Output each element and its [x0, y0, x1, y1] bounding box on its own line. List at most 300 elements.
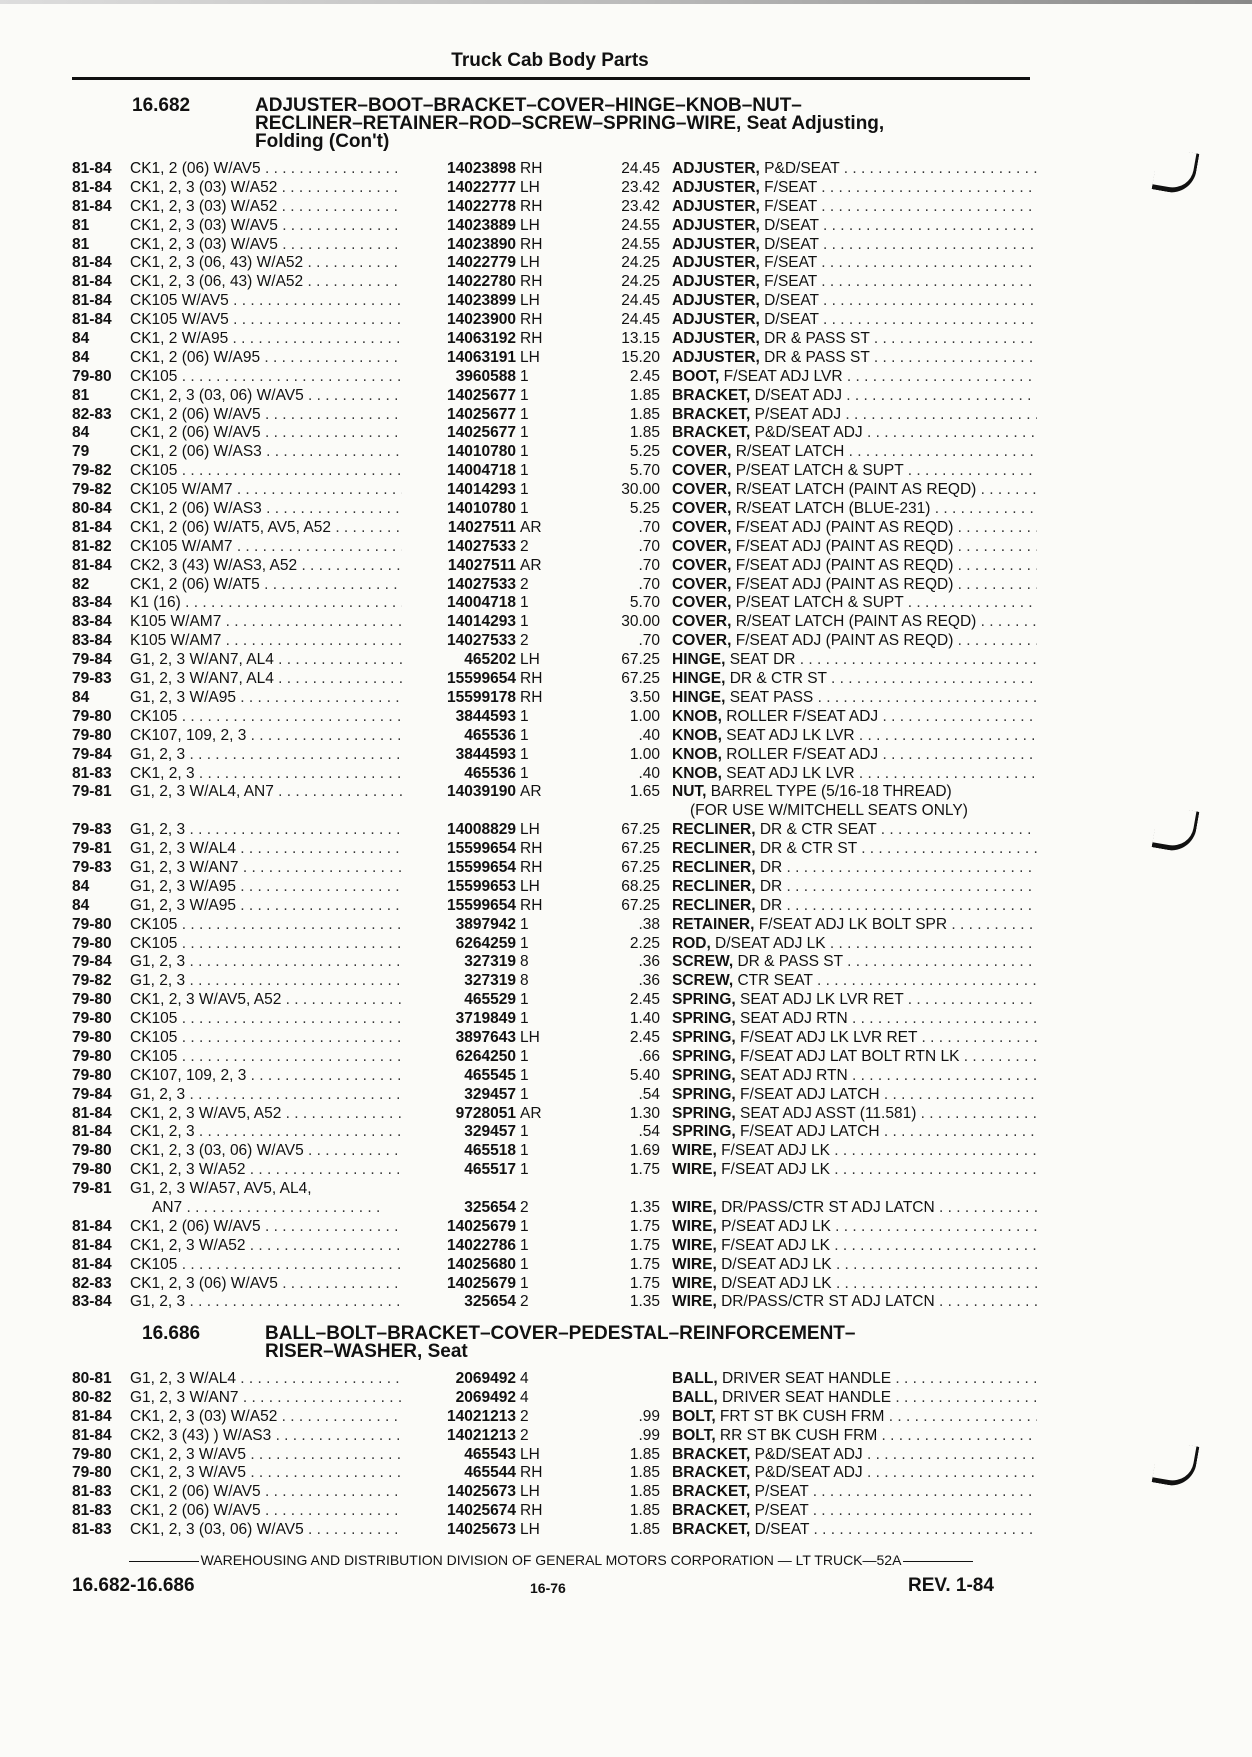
part-number: 6264259 [402, 935, 516, 954]
year-range: 81-83 [72, 764, 112, 782]
part-number: 14022779 [402, 254, 516, 273]
part-number: 14023889 [402, 217, 516, 236]
table-row [72, 1105, 1032, 1124]
quantity: 1 [520, 386, 529, 404]
part-description [672, 349, 1037, 368]
model-applicability: G1, 2, 3 W/AL4 . . . [130, 1370, 472, 1389]
part-type: RECLINER, [672, 858, 756, 876]
part-type: COVER, [672, 481, 732, 499]
part-number: 2069492 [402, 1370, 516, 1389]
footer-rule [903, 1561, 973, 1562]
table-row [72, 708, 1032, 727]
part-number: 465536 [402, 765, 516, 784]
part-detail: D/SEAT ADJ [750, 386, 842, 404]
year-range: 79-81 [72, 783, 112, 801]
binder-tab-mark [1152, 805, 1200, 854]
model-applicability: G1, 2, 3 W/AN7 . . . [130, 859, 472, 878]
part-type: WIRE, [672, 1236, 717, 1254]
year-range: 79-80 [72, 1464, 112, 1482]
quantity: 1 [520, 764, 529, 782]
year-range: 79-80 [72, 1047, 112, 1065]
table-row [72, 519, 1032, 538]
part-description [672, 1446, 1037, 1465]
footer-division-line [72, 1552, 1030, 1568]
part-detail: F/SEAT ADJ LK LVR RET [735, 1028, 918, 1046]
part-type: KNOB, [672, 726, 722, 744]
table-row [72, 406, 1032, 425]
quantity: RH [520, 1502, 543, 1520]
part-description [672, 236, 1037, 255]
year-range: 79-80 [72, 1445, 112, 1463]
part-number: 15599654 [402, 670, 516, 689]
part-number: 14063191 [402, 349, 516, 368]
quantity: RH [520, 858, 543, 876]
quantity: 1 [520, 1274, 529, 1292]
table-row [72, 821, 1032, 840]
part-type: SPRING, [672, 991, 736, 1009]
quantity: 8 [520, 972, 529, 990]
quantity: 1 [520, 934, 529, 952]
part-detail: BARREL TYPE (5/16-18 THREAD) [706, 783, 952, 801]
price: 24.45 [621, 292, 660, 310]
part-detail: F/SEAT ADJ LAT BOLT RTN LK [735, 1047, 960, 1065]
price: .36 [638, 972, 660, 990]
part-description [672, 689, 1037, 708]
model-applicability: CK1, 2, 3 W/AV5 . . . [130, 1464, 472, 1483]
year-range: 81-84 [72, 197, 112, 215]
part-detail: FRT ST BK CUSH FRM [715, 1407, 885, 1425]
quantity: 1 [520, 594, 529, 612]
part-description [672, 1199, 1037, 1218]
part-type: ADJUSTER, [672, 348, 760, 366]
price: 1.65 [629, 783, 660, 801]
part-type: COVER, [672, 462, 732, 480]
part-type: BRACKET, [672, 1502, 751, 1520]
part-description [672, 1427, 1037, 1446]
quantity: 1 [520, 726, 529, 744]
table-row [72, 594, 1032, 613]
quantity: 1 [520, 1142, 529, 1160]
part-detail: DR & CTR ST [755, 840, 857, 858]
table-row [72, 1029, 1032, 1048]
price: 24.45 [621, 160, 660, 177]
part-description [672, 1067, 1037, 1086]
model-applicability: CK1, 2, 3 (03) W/AV5 . . . [130, 236, 472, 255]
part-type: SPRING, [672, 1047, 736, 1065]
part-number: 3719849 [402, 1010, 516, 1029]
part-type: BOLT, [672, 1426, 716, 1444]
part-detail: F/SEAT ADJ (PAINT AS REQD) [731, 556, 954, 574]
table-row [72, 500, 1032, 519]
model-applicability: CK2, 3 (43) ) W/AS3 . . . [130, 1427, 472, 1446]
part-type: ADJUSTER, [672, 254, 760, 272]
part-detail: DR & CTR ST [725, 670, 827, 688]
quantity: LH [520, 1521, 540, 1539]
part-description [672, 1408, 1037, 1427]
part-detail: D/SEAT [759, 216, 819, 234]
part-detail: DR & PASS ST [759, 348, 870, 366]
part-number: 327319 [402, 972, 516, 991]
quantity: 1 [520, 1236, 529, 1254]
table-row [72, 972, 1032, 991]
part-number: 465536 [402, 727, 516, 746]
part-type: BRACKET, [672, 1445, 751, 1463]
quantity: LH [520, 292, 540, 310]
part-description [672, 519, 1037, 538]
price: .40 [638, 726, 660, 744]
part-number: 14025677 [402, 424, 516, 443]
part-detail: P/SEAT [750, 1502, 809, 1520]
model-applicability: K105 W/AM7 . . . [130, 613, 472, 632]
table-row [72, 254, 1032, 273]
quantity: 1 [520, 1161, 529, 1179]
table-row [72, 953, 1032, 972]
part-number: 14014293 [402, 613, 516, 632]
parts-table-16686 [72, 1370, 1032, 1540]
table-row [72, 613, 1032, 632]
part-type: SPRING, [672, 1028, 736, 1046]
part-number: 15599654 [402, 859, 516, 878]
part-type: COVER, [672, 443, 732, 461]
part-type: WIRE, [672, 1217, 717, 1235]
part-number: 6264250 [402, 1048, 516, 1067]
part-description [672, 160, 1037, 179]
part-type: BRACKET, [672, 1464, 751, 1482]
price: .36 [638, 953, 660, 971]
table-row [72, 1427, 1032, 1446]
table-row [72, 632, 1032, 651]
table-row [72, 481, 1032, 500]
model-applicability: CK1, 2, 3 . . . [130, 765, 472, 784]
model-applicability: CK1, 2, 3 W/A52 . . . [130, 1237, 472, 1256]
year-range: 82-83 [72, 405, 112, 423]
price: 1.85 [629, 405, 660, 423]
part-description [672, 368, 1037, 387]
part-detail: F/SEAT ADJ LK BOLT SPR [754, 915, 948, 933]
part-description [672, 594, 1037, 613]
model-applicability: G1, 2, 3 . . . [130, 1293, 472, 1312]
part-description [672, 557, 1037, 576]
quantity: 1 [520, 1010, 529, 1028]
price: 2.45 [629, 1028, 660, 1046]
price: 23.42 [621, 197, 660, 215]
part-number: 14008829 [402, 821, 516, 840]
table-row [72, 1067, 1032, 1086]
part-number: 14004718 [402, 594, 516, 613]
table-row [72, 273, 1032, 292]
table-row [72, 1048, 1032, 1067]
part-detail: SEAT ADJ RTN [735, 1010, 848, 1028]
part-type: SPRING, [672, 1066, 736, 1084]
year-range: 79-84 [72, 651, 112, 669]
part-description [672, 1256, 1037, 1275]
year-range: 84 [72, 877, 90, 895]
part-description [672, 613, 1037, 632]
part-detail: RR ST BK CUSH FRM [715, 1426, 878, 1444]
quantity: RH [520, 160, 543, 177]
part-note: (FOR USE W/MITCHELL SEATS ONLY) [690, 802, 968, 820]
model-applicability: CK105 W/AM7 . . . [130, 481, 472, 500]
price: 1.40 [629, 1010, 660, 1028]
footer-section-range: 16.682-16.686 [72, 1575, 195, 1596]
quantity: LH [520, 348, 540, 366]
part-description [672, 1048, 1037, 1067]
model-applicability: CK1, 2 (06) W/AS3 . . . [130, 443, 472, 462]
year-range: 81-83 [72, 1502, 112, 1520]
part-detail: P/SEAT ADJ LK [716, 1217, 831, 1235]
part-number: 3960588 [402, 368, 516, 387]
part-description [672, 254, 1037, 273]
part-description [672, 821, 1037, 840]
part-description [672, 538, 1037, 557]
price: 15.20 [621, 348, 660, 366]
table-row [72, 443, 1032, 462]
model-applicability: CK1, 2, 3 (03) W/A52 . . . [130, 1408, 472, 1427]
part-type: RECLINER, [672, 896, 756, 914]
part-type: ADJUSTER, [672, 292, 760, 310]
part-type: BRACKET, [672, 1521, 751, 1539]
year-range: 79-80 [72, 1010, 112, 1028]
section-title [265, 1325, 1062, 1361]
quantity: AR [520, 518, 542, 536]
year-range: 84 [72, 424, 90, 442]
section-title-line: BALL–BOLT–BRACKET–COVER–PEDESTAL–REINFORCEMENT– [265, 1323, 856, 1344]
footer-rule [129, 1561, 199, 1562]
price: 67.25 [621, 821, 660, 839]
part-type: BALL, [672, 1388, 718, 1406]
table-row [72, 1180, 1032, 1218]
part-type: COVER, [672, 500, 732, 518]
model-applicability: CK105 . . . [130, 462, 472, 481]
year-range: 81-84 [72, 273, 112, 291]
part-description [672, 1105, 1037, 1124]
price: .40 [638, 764, 660, 782]
section-title [255, 97, 1062, 151]
year-range: 84 [72, 688, 90, 706]
quantity: 1 [520, 405, 529, 423]
part-number: 14063192 [402, 330, 516, 349]
quantity: LH [520, 651, 540, 669]
part-type: KNOB, [672, 745, 722, 763]
part-description [672, 424, 1037, 443]
table-row [72, 897, 1032, 916]
price: 2.45 [629, 367, 660, 385]
part-description [672, 443, 1037, 462]
part-description [672, 1029, 1037, 1048]
price: 1.85 [629, 1464, 660, 1482]
year-range: 79-80 [72, 707, 112, 725]
part-description [672, 840, 1037, 859]
table-row [72, 651, 1032, 670]
part-description [672, 1502, 1037, 1521]
part-detail: F/SEAT [759, 273, 817, 291]
year-range: 79-83 [72, 858, 112, 876]
part-number: 14027511 [402, 557, 516, 576]
price: 5.25 [629, 500, 660, 518]
table-row [72, 1483, 1032, 1502]
price: 24.25 [621, 273, 660, 291]
part-number: 14025679 [402, 1218, 516, 1237]
part-number: 3844593 [402, 746, 516, 765]
part-number: 14022780 [402, 273, 516, 292]
part-number: 327319 [402, 953, 516, 972]
quantity: 1 [520, 1066, 529, 1084]
part-detail: F/SEAT [759, 178, 817, 196]
table-row [72, 991, 1032, 1010]
part-description [672, 708, 1037, 727]
part-type: WIRE, [672, 1161, 717, 1179]
part-type: ADJUSTER, [672, 160, 760, 177]
part-detail: SEAT ADJ RTN [735, 1066, 848, 1084]
part-type: SPRING, [672, 1123, 736, 1141]
year-range: 79-84 [72, 953, 112, 971]
part-description [672, 670, 1037, 689]
year-range: 84 [72, 896, 90, 914]
price: 1.00 [629, 707, 660, 725]
model-applicability: G1, 2, 3 . . . [130, 953, 472, 972]
part-type: ADJUSTER, [672, 197, 760, 215]
section-title-line: RECLINER–RETAINER–ROD–SCREW–SPRING–WIRE, Seat Adjusting, [255, 113, 885, 134]
part-type: BOLT, [672, 1407, 716, 1425]
price: 1.75 [629, 1236, 660, 1254]
model-applicability: CK1, 2 (06) W/AT5, AV5, A52 . . . [130, 519, 472, 538]
table-row [72, 1237, 1032, 1256]
part-number: 14021213 [402, 1427, 516, 1446]
year-range: 79-82 [72, 972, 112, 990]
model-applicability: CK1, 2 (06) W/A95 . . . [130, 349, 472, 368]
price: 1.00 [629, 745, 660, 763]
part-type: ROD, [672, 934, 711, 952]
model-applicability: CK105 . . . [130, 935, 472, 954]
part-number: 465543 [402, 1446, 516, 1465]
part-type: RETAINER, [672, 915, 755, 933]
table-row [72, 935, 1032, 954]
part-description [672, 953, 1037, 972]
price: .38 [638, 915, 660, 933]
part-type: COVER, [672, 632, 732, 650]
table-row [72, 349, 1032, 368]
section-header-16682 [72, 97, 1062, 151]
part-detail: SEAT ADJ LK LVR [721, 726, 855, 744]
year-range: 79-80 [72, 991, 112, 1009]
year-range: 81-84 [72, 292, 112, 310]
price: .99 [638, 1426, 660, 1444]
table-row [72, 198, 1032, 217]
part-description [672, 387, 1037, 406]
part-number: 325654 [402, 1293, 516, 1312]
year-range: 81 [72, 216, 90, 234]
table-row [72, 462, 1032, 481]
table-row [72, 1446, 1032, 1465]
part-description [672, 991, 1037, 1010]
quantity: 1 [520, 462, 529, 480]
part-detail: DR [755, 877, 783, 895]
year-range: 81-84 [72, 1407, 112, 1425]
part-description [672, 746, 1037, 765]
quantity: RH [520, 235, 543, 253]
part-type: RECLINER, [672, 877, 756, 895]
part-number: 14022786 [402, 1237, 516, 1256]
part-detail: SEAT ADJ ASST (11.581) [735, 1104, 917, 1122]
part-number: 14025673 [402, 1521, 516, 1540]
model-applicability: CK1, 2, 3 (03) W/A52 . . . [130, 179, 472, 198]
section-number: 16.682 [132, 95, 191, 116]
price: .70 [638, 575, 660, 593]
part-description [672, 859, 1037, 878]
part-type: HINGE, [672, 688, 726, 706]
table-row [72, 1275, 1032, 1294]
part-description [672, 1010, 1037, 1029]
part-detail: DR/PASS/CTR ST ADJ LATCN [716, 1293, 935, 1311]
part-type: WIRE, [672, 1274, 717, 1292]
price: 13.15 [621, 330, 660, 348]
part-detail: D/SEAT [759, 235, 819, 253]
part-description [672, 765, 1037, 784]
table-row [72, 217, 1032, 236]
part-number: 14027511 [402, 519, 516, 538]
part-type: WIRE, [672, 1199, 717, 1216]
part-detail: D/SEAT ADJ LK [710, 934, 826, 952]
model-applicability: CK1, 2, 3 . . . [130, 1123, 472, 1142]
quantity: 1 [520, 367, 529, 385]
year-range: 84 [72, 348, 90, 366]
part-detail: D/SEAT ADJ LK [716, 1274, 832, 1292]
model-applicability: G1, 2, 3 W/AN7, AL4 . . . [130, 651, 472, 670]
model-applicability: CK1, 2, 3 (03, 06) W/AV5 . . . [130, 1142, 472, 1161]
part-description [672, 406, 1037, 425]
price: .66 [638, 1047, 660, 1065]
year-range: 81-84 [72, 1123, 112, 1141]
part-type: BRACKET, [672, 424, 751, 442]
price: .70 [638, 556, 660, 574]
part-type: COVER, [672, 518, 732, 536]
price: .54 [638, 1123, 660, 1141]
price: 1.75 [629, 1255, 660, 1273]
year-range: 79-84 [72, 1085, 112, 1103]
part-description [672, 1275, 1037, 1294]
part-detail: R/SEAT LATCH (PAINT AS REQD) [731, 481, 977, 499]
part-type: SPRING, [672, 1085, 736, 1103]
model-applicability: CK1, 2 (06) W/AV5 . . . [130, 1483, 472, 1502]
model-applicability: CK105 W/AV5 . . . [130, 292, 472, 311]
table-row [72, 1502, 1032, 1521]
part-description [672, 1521, 1037, 1540]
year-range: 82 [72, 575, 90, 593]
table-row [72, 1370, 1032, 1389]
quantity: LH [520, 821, 540, 839]
part-type: BALL, [672, 1370, 718, 1387]
model-applicability: CK105 . . . [130, 1048, 472, 1067]
part-detail: F/SEAT ADJ (PAINT AS REQD) [731, 632, 954, 650]
part-description [672, 897, 1037, 916]
price: 3.50 [629, 688, 660, 706]
part-detail: D/SEAT [750, 1521, 810, 1539]
part-number: 14023900 [402, 311, 516, 330]
footer-revision: REV. 1-84 [908, 1575, 994, 1596]
part-detail: F/SEAT ADJ (PAINT AS REQD) [731, 575, 954, 593]
model-applicability: CK105 W/AV5 . . . [130, 311, 472, 330]
part-type: BRACKET, [672, 386, 751, 404]
table-row [72, 746, 1032, 765]
part-description [672, 1464, 1037, 1483]
section-header-16686 [72, 1325, 1062, 1361]
quantity: 8 [520, 953, 529, 971]
year-range: 79-80 [72, 1028, 112, 1046]
part-detail: D/SEAT ADJ LK [716, 1255, 832, 1273]
part-number: 14025679 [402, 1275, 516, 1294]
year-range: 79 [72, 443, 90, 461]
part-type: COVER, [672, 594, 732, 612]
